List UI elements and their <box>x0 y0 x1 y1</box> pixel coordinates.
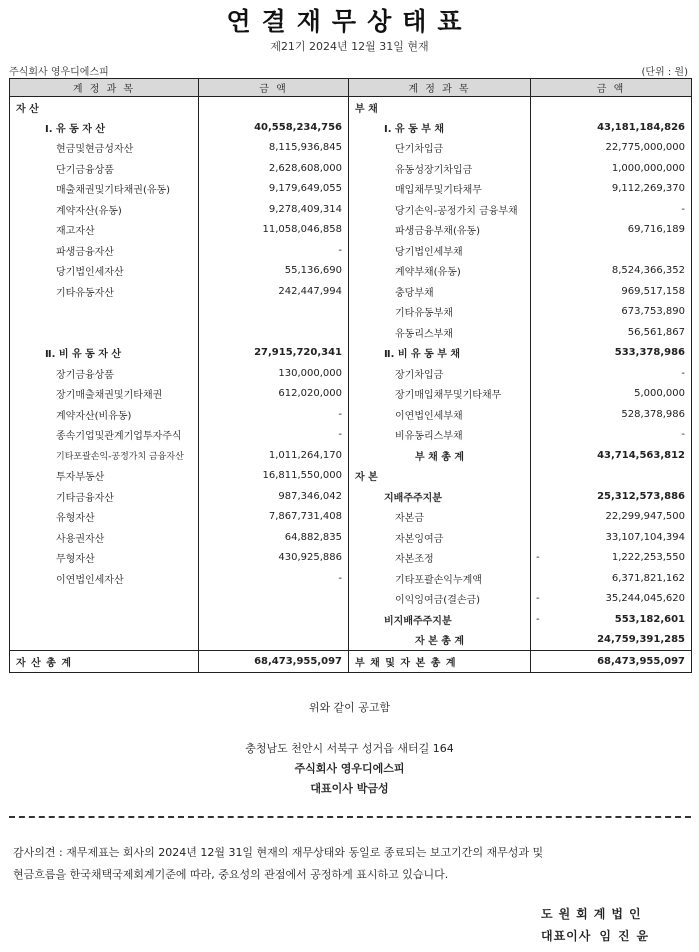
sign-cell <box>531 651 545 673</box>
asset-item-label: 기타포괄손익-공정가치 금융자산 <box>10 445 199 466</box>
current-liabilities-amount: 43,181,184,826 <box>545 117 692 138</box>
table-row <box>10 220 692 241</box>
table-row <box>10 117 692 138</box>
empty-cell <box>10 630 199 651</box>
asset-item-label: 장기금융상품 <box>10 363 199 384</box>
noncurrent-assets-amount: 27,915,720,341 <box>199 343 349 364</box>
header-amount-right: 금 액 <box>531 79 692 97</box>
asset-item-amount: - <box>199 425 349 446</box>
asset-item-amount: 64,882,835 <box>199 527 349 548</box>
footer-ceo: 대표이사 박금성 <box>310 782 389 795</box>
dashed-divider <box>9 816 691 818</box>
document-title: 연결재무상태표 <box>226 7 473 36</box>
table-row <box>10 527 692 548</box>
asset-item-label: 종속기업및관계기업투자주식 <box>10 425 199 446</box>
table-row <box>10 384 692 405</box>
liability-item-amount: 9,112,269,370 <box>545 179 692 200</box>
sign-cell <box>531 363 545 384</box>
equity-item-amount: 33,107,104,394 <box>545 527 692 548</box>
empty-cell <box>199 302 349 323</box>
liability-item-label: 비유동리스부채 <box>349 425 531 446</box>
asset-item-amount: 7,867,731,408 <box>199 507 349 528</box>
asset-item-amount: 9,179,649,055 <box>199 179 349 200</box>
table-row <box>10 609 692 630</box>
asset-item-label: 장기매출채권및기타채권 <box>10 384 199 405</box>
liability-item-label: 장기매입채무및기타채무 <box>349 384 531 405</box>
liability-item-label: 계약부채(유동) <box>349 261 531 282</box>
total-equity-amount: 24,759,391,285 <box>545 630 692 651</box>
liability-item-amount: 969,517,158 <box>545 281 692 302</box>
table-row <box>10 630 692 651</box>
table-row <box>10 158 692 179</box>
asset-item-amount: 987,346,042 <box>199 486 349 507</box>
asset-item-amount: 242,447,994 <box>199 281 349 302</box>
liability-item-label: 기타유동부채 <box>349 302 531 323</box>
asset-item-label: 매출채권및기타채권(유동) <box>10 179 199 200</box>
table-row <box>10 486 692 507</box>
equity-item-amount: 6,371,821,162 <box>545 568 692 589</box>
table-row <box>10 343 692 364</box>
equity-item-label: 기타포괄손익누계액 <box>349 568 531 589</box>
asset-item-amount: 2,628,608,000 <box>199 158 349 179</box>
asset-item-label: 재고자산 <box>10 220 199 241</box>
sign-cell: - <box>531 609 545 630</box>
sign-cell <box>531 281 545 302</box>
noncurrent-assets-label: Ⅱ. 비 유 동 자 산 <box>10 343 199 364</box>
table-row <box>10 548 692 569</box>
asset-item-label: 당기법인세자산 <box>10 261 199 282</box>
liability-item-amount: 56,561,867 <box>545 322 692 343</box>
sign-cell <box>531 507 545 528</box>
equity-item-label: 자본잉여금 <box>349 527 531 548</box>
sign-cell <box>531 425 545 446</box>
total-liabilities-label: 부 채 총 계 <box>349 445 531 466</box>
equity-item-amount: 1,222,253,550 <box>545 548 692 569</box>
asset-item-label: 현금및현금성자산 <box>10 138 199 159</box>
sign-cell <box>531 220 545 241</box>
table-row <box>10 199 692 220</box>
non-controlling-interest-label: 비지배주주지분 <box>349 609 531 630</box>
equity-section-label-label: 자 본 <box>349 466 531 487</box>
current-assets-label: Ⅰ. 유 동 자 산 <box>10 117 199 138</box>
liability-item-label: 파생금융부채(유동) <box>349 220 531 241</box>
sign-cell <box>531 261 545 282</box>
audit-opinion-line-1: 감사의견 : 재무제표는 회사의 2024년 12월 31일 현재의 재무상태와 동일로 종료되는 보고기간의 재무성과 및 <box>13 846 544 859</box>
liability-item-amount: - <box>545 199 692 220</box>
liability-item-label: 충당부채 <box>349 281 531 302</box>
liability-item-label: 당기손익-공정가치 금융부채 <box>349 199 531 220</box>
equity-item-amount: 35,244,045,620 <box>545 589 692 610</box>
header-account-right: 계 정 과 목 <box>349 79 531 97</box>
asset-item-label: 단기금융상품 <box>10 158 199 179</box>
sign-cell <box>531 138 545 159</box>
sign-cell <box>531 199 545 220</box>
empty-cell <box>199 322 349 343</box>
asset-item-amount: 11,058,046,858 <box>199 220 349 241</box>
table-row <box>10 302 692 323</box>
company-name: 주식회사 영우디에스피 <box>9 67 109 78</box>
table-header-row <box>10 79 692 97</box>
sign-cell <box>531 466 545 487</box>
asset-item-amount: 16,811,550,000 <box>199 466 349 487</box>
audit-opinion-line-2: 현금흐름을 한국채택국제회계기준에 따라, 중요성의 관점에서 공정하게 표시하고 있습니다. <box>13 868 449 881</box>
parent-equity-label: 지배주주지분 <box>349 486 531 507</box>
liability-item-amount: 673,753,890 <box>545 302 692 323</box>
public-notice: 위와 같이 공고함 <box>308 701 391 714</box>
liability-item-label: 유동리스부채 <box>349 322 531 343</box>
equity-item-label: 이익잉여금(결손금) <box>349 589 531 610</box>
asset-item-label: 투자부동산 <box>10 466 199 487</box>
sign-cell <box>531 158 545 179</box>
total-assets-amount: 68,473,955,097 <box>199 651 349 673</box>
sign-cell <box>531 445 545 466</box>
equity-item-amount: 22,299,947,500 <box>545 507 692 528</box>
sign-cell <box>531 486 545 507</box>
table-row <box>10 589 692 610</box>
sign-cell <box>531 384 545 405</box>
table-row <box>10 568 692 589</box>
liability-item-amount: 69,716,189 <box>545 220 692 241</box>
header-account-left: 계 정 과 목 <box>10 79 199 97</box>
sign-cell: - <box>531 548 545 569</box>
non-controlling-interest-amount: 553,182,601 <box>545 609 692 630</box>
sign-cell <box>531 343 545 364</box>
empty-cell <box>199 609 349 630</box>
liability-item-amount: 8,524,366,352 <box>545 261 692 282</box>
asset-item-label: 무형자산 <box>10 548 199 569</box>
current-assets-amount: 40,558,234,756 <box>199 117 349 138</box>
liability-item-amount: 528,378,986 <box>545 404 692 425</box>
total-liab-equity-label: 부 채 및 자 본 총 계 <box>349 651 531 673</box>
header-amount-left: 금 액 <box>199 79 349 97</box>
total-liabilities-amount: 43,714,563,812 <box>545 445 692 466</box>
liability-item-label: 이연법인세부채 <box>349 404 531 425</box>
liability-item-amount: - <box>545 363 692 384</box>
liability-item-label: 단기차입금 <box>349 138 531 159</box>
asset-item-label: 이연법인세자산 <box>10 568 199 589</box>
empty-cell <box>10 589 199 610</box>
sign-cell <box>531 179 545 200</box>
assets-section-label-amount <box>199 97 349 118</box>
table-row <box>10 322 692 343</box>
equity-section-label-amount <box>545 466 692 487</box>
table-row <box>10 507 692 528</box>
asset-item-amount: - <box>199 404 349 425</box>
current-liabilities-label: Ⅰ. 유 동 부 채 <box>349 117 531 138</box>
liability-item-amount: 5,000,000 <box>545 384 692 405</box>
asset-item-amount: - <box>199 568 349 589</box>
asset-item-label: 기타금융자산 <box>10 486 199 507</box>
table-row <box>10 404 692 425</box>
sign-cell <box>531 404 545 425</box>
liabilities-section-label-label: 부 채 <box>349 97 531 118</box>
sign-cell: - <box>531 589 545 610</box>
table-row <box>10 240 692 261</box>
liability-item-label: 장기차입금 <box>349 363 531 384</box>
balance-sheet-table <box>9 78 692 673</box>
total-assets-label: 자 산 총 계 <box>10 651 199 673</box>
table-row <box>10 138 692 159</box>
sign-cell <box>531 302 545 323</box>
liability-item-label: 유동성장기차입금 <box>349 158 531 179</box>
liability-item-amount <box>545 240 692 261</box>
asset-item-amount: 1,011,264,170 <box>199 445 349 466</box>
empty-cell <box>199 630 349 651</box>
asset-item-amount: 8,115,936,845 <box>199 138 349 159</box>
sign-cell <box>531 568 545 589</box>
sign-cell <box>531 97 545 118</box>
asset-item-amount: - <box>199 240 349 261</box>
asset-item-label: 사용권자산 <box>10 527 199 548</box>
empty-cell <box>10 302 199 323</box>
unit-label: (단위 : 원) <box>641 67 688 78</box>
empty-cell <box>10 322 199 343</box>
asset-item-label: 파생금융자산 <box>10 240 199 261</box>
noncurrent-liabilities-label: Ⅱ. 비 유 동 부 채 <box>349 343 531 364</box>
audit-firm-ceo-title: 대표이사 <box>541 929 592 943</box>
asset-item-label: 유형자산 <box>10 507 199 528</box>
sign-cell <box>531 527 545 548</box>
equity-item-label: 자본금 <box>349 507 531 528</box>
noncurrent-liabilities-amount: 533,378,986 <box>545 343 692 364</box>
table-row <box>10 179 692 200</box>
audit-firm-ceo <box>541 927 655 944</box>
liability-item-label: 당기법인세부채 <box>349 240 531 261</box>
equity-item-label: 자본조정 <box>349 548 531 569</box>
sign-cell <box>531 117 545 138</box>
asset-item-amount: 55,136,690 <box>199 261 349 282</box>
liability-item-amount: 22,775,000,000 <box>545 138 692 159</box>
table-row <box>10 281 692 302</box>
liability-item-label: 매입채무및기타채무 <box>349 179 531 200</box>
liability-item-amount: 1,000,000,000 <box>545 158 692 179</box>
footer-company-name: 주식회사 영우디에스피 <box>294 762 405 775</box>
asset-item-label: 계약자산(비유동) <box>10 404 199 425</box>
total-liab-equity-amount: 68,473,955,097 <box>545 651 692 673</box>
asset-item-amount: 612,020,000 <box>199 384 349 405</box>
sign-cell <box>531 322 545 343</box>
total-equity-label: 자 본 총 계 <box>349 630 531 651</box>
company-address: 충청남도 천안시 서북구 성거읍 새터길 164 <box>245 742 454 755</box>
parent-equity-amount: 25,312,573,886 <box>545 486 692 507</box>
liabilities-section-label-amount <box>545 97 692 118</box>
table-row <box>10 466 692 487</box>
table-row <box>10 445 692 466</box>
asset-item-amount: 9,278,409,314 <box>199 199 349 220</box>
asset-item-label: 계약자산(유동) <box>10 199 199 220</box>
period-subtitle: 제21기 2024년 12월 31일 현재 <box>270 40 429 53</box>
table-row <box>10 363 692 384</box>
asset-item-amount: 430,925,886 <box>199 548 349 569</box>
table-row <box>10 261 692 282</box>
grand-total-row <box>10 651 692 673</box>
empty-cell <box>10 609 199 630</box>
assets-section-label-label: 자 산 <box>10 97 199 118</box>
empty-cell <box>199 589 349 610</box>
asset-item-label: 기타유동자산 <box>10 281 199 302</box>
liability-item-amount: - <box>545 425 692 446</box>
audit-firm-name: 도원회계법인 <box>541 907 647 921</box>
sign-cell <box>531 630 545 651</box>
table-row <box>10 97 692 118</box>
table-row <box>10 425 692 446</box>
sign-cell <box>531 240 545 261</box>
audit-firm-ceo-name: 임진윤 <box>599 929 656 943</box>
asset-item-amount: 130,000,000 <box>199 363 349 384</box>
